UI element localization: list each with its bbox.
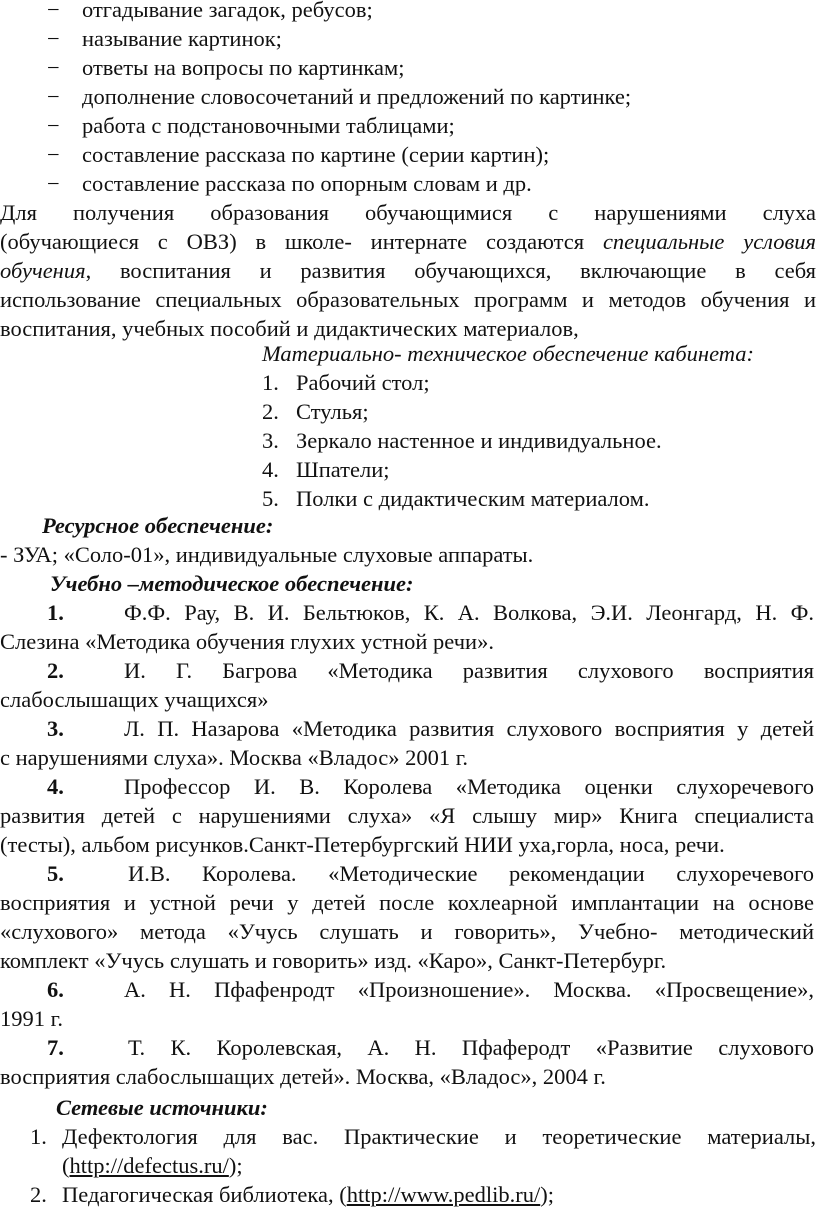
dash-marker: − — [47, 26, 60, 51]
dash-marker: − — [47, 113, 60, 138]
list-item: 4. Шпатели; — [262, 457, 390, 482]
intro-line: воспитания, учебных пособий и дидактических материалов, — [0, 316, 579, 341]
intro-line: Для получения образования обучающимися с нарушениями слуха — [0, 200, 816, 225]
dash-marker: − — [47, 84, 60, 109]
intro-line: обучения, воспитания и развития обучающихся, включающие в себя — [0, 258, 816, 283]
dash-marker: − — [47, 55, 60, 80]
reference-item: 7. Т. К. Королевская, А. Н. Пфаферодт «Развитие слухового восприятия слабослышащих детей». Москва, «Владос», 2004 г. — [0, 1035, 814, 1089]
method-heading: Учебно –методическое обеспечение: — [50, 571, 414, 596]
defectus-link[interactable]: http://defectus.ru/ — [69, 1153, 229, 1178]
list-item: − ответы на вопросы по картинкам; — [47, 55, 405, 80]
list-item: − работа с подстановочными таблицами; — [47, 113, 455, 138]
network-list — [0, 1122, 816, 1209]
list-item: − называние картинок; — [47, 26, 282, 51]
list-item: 1. Рабочий стол; — [262, 370, 430, 395]
intro-line: использование специальных образовательных программ и методов обучения и — [0, 287, 816, 312]
reference-item: 2. И. Г. Багрова «Методика развития слухового восприятия слабослышащих учащихся» — [0, 658, 814, 712]
reference-item: 4. Профессор И. В. Королева «Методика оценки слухоречевого развития детей с нарушениями слуха» «Я слышу мир» Книга специалиста (тесты), альбом рисунков.Санкт-Петербургский НИИ уха,горла, носа, речи. — [0, 774, 814, 857]
reference-item: 3. Л. П. Назарова «Методика развития слухового восприятия у детей с нарушениями слуха». Москва «Владос» 2001 г. — [0, 716, 814, 770]
pedlib-link[interactable]: http://www.pedlib.ru/ — [346, 1182, 541, 1207]
intro-paragraph — [0, 198, 816, 343]
list-item: 2. Педагогическая библиотека, (http://www.pedlib.ru/); — [30, 1182, 554, 1207]
network-heading: Сетевые источники: — [56, 1095, 268, 1120]
intro-line: (обучающиеся с ОВЗ) в школе- интернате создаются специальные условия — [0, 229, 816, 254]
resource-text: - ЗУА; «Соло-01», индивидуальные слуховые аппараты. — [0, 542, 534, 567]
list-item: 2. Стулья; — [262, 399, 369, 424]
reference-item: 5. И.В. Королева. «Методические рекомендации слухоречевого восприятия и устной речи у детей после кохлеарной имплантации на основе «слухового» метода «Учусь слушать и говорить», Учебно- методический комплект «Учусь слушать и говорить» изд. «Каро», Санкт-Петербург. — [0, 861, 814, 973]
material-title: Материально- техническое обеспечение кабинета: — [262, 341, 755, 366]
material-list — [0, 368, 816, 513]
list-item: 1. Дефектология для вас. Практические и теоретические материалы, (http://defectus.ru/); — [30, 1124, 816, 1178]
list-item: 5. Полки с дидактическим материалом. — [262, 486, 650, 511]
list-item: − отгадывание загадок, ребусов; — [0, 0, 816, 24]
activity-list — [0, 0, 816, 198]
list-item: − составление рассказа по картине (серии картин); — [47, 142, 550, 167]
list-item: − составление рассказа по опорным словам и др. — [47, 171, 532, 196]
dash-marker: − — [47, 142, 60, 167]
dash-marker: − — [47, 0, 60, 22]
list-item: 3. Зеркало настенное и индивидуальное. — [262, 428, 662, 453]
resource-heading: Ресурсное обеспечение: — [42, 513, 274, 538]
list-item: − дополнение словосочетаний и предложений по картинке; — [47, 84, 632, 109]
dash-marker: − — [47, 171, 60, 196]
reference-item: 1. Ф.Ф. Рау, В. И. Бельтюков, К. А. Волкова, Э.И. Леонгард, Н. Ф. Слезина «Методика обучения глухих устной речи». — [0, 600, 814, 654]
reference-item: 6. А. Н. Пфафенродт «Произношение». Москва. «Просвещение», 1991 г. — [0, 977, 814, 1031]
